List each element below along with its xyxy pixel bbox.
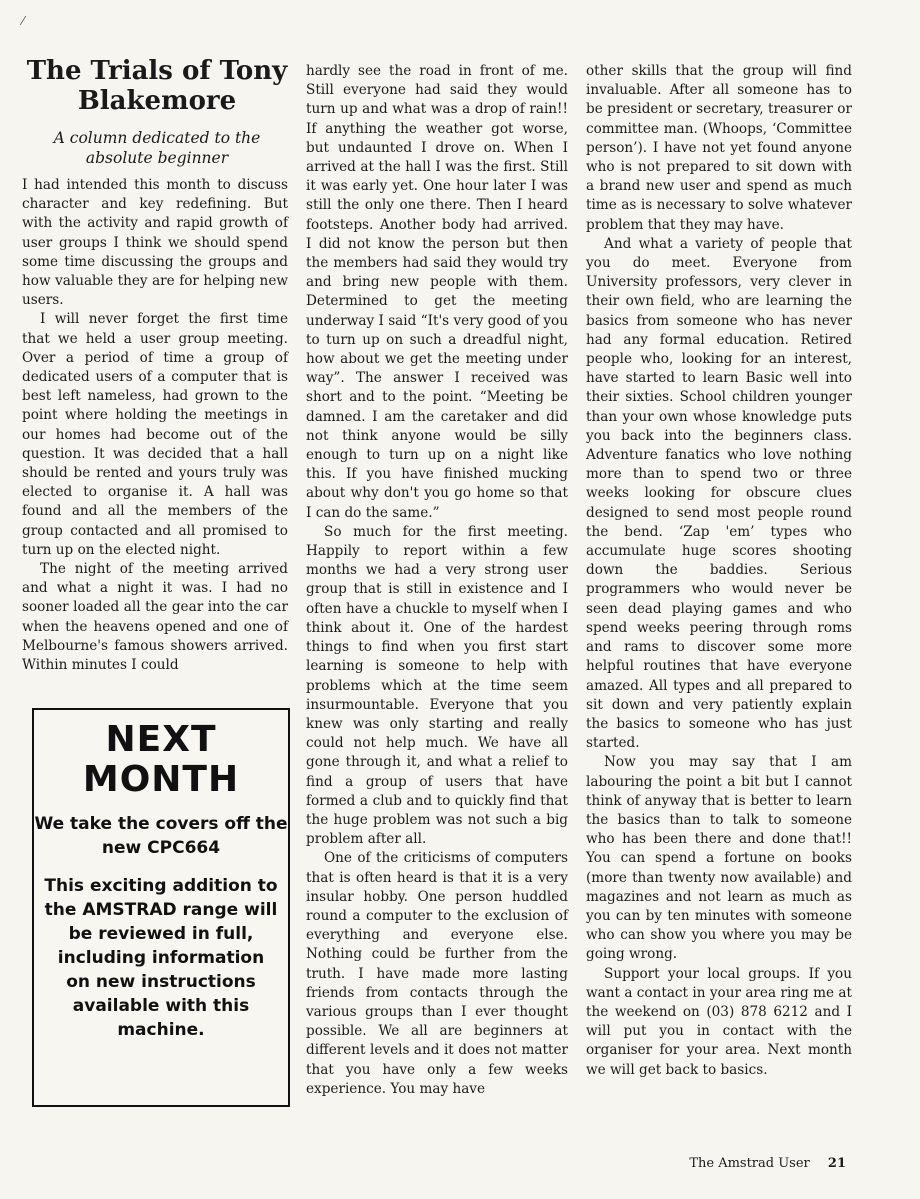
paragraph: One of the criticisms of computers that is often heard is that it is a very insular hobby. One person huddled round a computer to the exclusion of everything and everyone else. Nothing could be further from the truth. I have made more lasting friends from contacts through the various groups than I ever thought possible. We all are beginners at different levels and it does not matter that you have only a few weeks experience. You may have <box>306 850 568 1097</box>
paragraph: The night of the meeting arrived and what a night it was. I had no sooner loaded all the gear into the car when the heavens opened and one of Melbourne's famous showers arrived. Within minutes I could <box>22 561 288 674</box>
paragraph: And what a variety of people that you do meet. Everyone from University professors, very clever in their own field, who are learning the basics from someone who has never had any formal education. Retired people who, looking for an interest, have started to learn Basic well into their sixties. School children younger than your own whose knowledge puts you back into the beginners class. Adventure fanatics who love nothing more than to spend two or three weeks looking for obscure clues designed to send most people round the bend. ‘Zap 'em’ types who accumulate huge scores shooting down the baddies. Serious programmers who would never be seen dead playing games and who spend weeks peering through roms and rams to discover some more helpful routines that have everyone amazed. All types and all prepared to sit down and very patiently explain the basics to someone who has just started. <box>586 235 852 752</box>
heading-line: NEXT <box>105 719 217 760</box>
page-footer <box>600 1156 846 1171</box>
publication-name: The Amstrad User <box>689 1156 810 1171</box>
promo-tagline: We take the covers off the new CPC664 <box>34 814 288 858</box>
paragraph: hardly see the road in front of me. Still everyone had said they would turn up and what was a drop of rain!! If anything the weather got worse, but undaunted I drove on. When I arrived at the hall I was the first. Still it was early yet. One hour later I was still the only one there. Then I heard footsteps. Another body had arrived. I did not know the person but then the members had said they would try and bring new people with them. Determined to get the meeting underway I said “It's very good of you to turn up on such a dreadful night, how about we get the meeting under way”. The answer I received was short and to the point. “Meeting be damned. I am the caretaker and did not think anyone would be silly enough to turn up on a night like this. If you have finished mucking about why don't you go home so that I can do the same.” <box>306 63 568 521</box>
paragraph: Now you may say that I am labouring the point a bit but I cannot think of anyway that is better to learn the basics than to talk to someone who has been there and done that!! You can spend a fortune on books (more than twenty now available) and magazines and not learn as much as you can by ten minutes with someone who can show you where you may be going wrong. <box>586 754 852 963</box>
page-number: 21 <box>827 1156 846 1171</box>
next-month-heading <box>34 720 288 800</box>
corner-mark: ⁄ <box>22 14 25 28</box>
paragraph: other skills that the group will find invaluable. After all someone has to be president or secretary, treasurer or committee man. (Whoops, ‘Committee person’). I have not yet found anyone who is not prepared to sit down with a brand new user and spend as much time as is necessary to solve whatever problem that they may have. <box>586 63 852 233</box>
article-title: The Trials of Tony Blakemore <box>26 56 288 116</box>
column-3 <box>586 62 852 1080</box>
promo-description: This exciting addition to the AMSTRAD range will be reviewed in full, including information on new instructions available with this machine. <box>44 876 278 1040</box>
article-subtitle: A column dedicated to the absolute beginner <box>53 129 261 167</box>
column-2 <box>306 62 568 1099</box>
heading-line: MONTH <box>82 759 240 800</box>
column-1 <box>22 176 288 675</box>
paragraph: So much for the first meeting. Happily to report within a few months we had a very strong user group that is still in existence and I often have a chuckle to myself when I think about it. One of the hardest things to find when you first start learning is someone to help with problems which at the time seem insurmountable. Everyone that you knew was only starting and really could not help much. We have all gone through it, and what a relief to find a group of users that have formed a club and to quickly find that the huge problem was not such a big problem after all. <box>306 523 568 848</box>
paragraph: I will never forget the first time that we held a user group meeting. Over a period of time a group of dedicated users of a computer that is best left nameless, had grown to the point where holding the meetings in our homes had become out of the question. It was decided that a hall should be rented and yours truly was elected to organise it. A hall was found and all the members of the group contacted and all promised to turn up on the elected night. <box>22 311 288 558</box>
paragraph: Support your local groups. If you want a contact in your area ring me at the weekend on (03) 878 6212 and I will put you in contact with the organiser for your area. Next month we will get back to basics. <box>586 965 852 1078</box>
paragraph: I had intended this month to discuss character and key redefining. But with the activity and rapid growth of user groups I think we should spend some time discussing the groups and how valuable they are for helping new users. <box>22 177 288 309</box>
next-month-box <box>32 708 290 1107</box>
